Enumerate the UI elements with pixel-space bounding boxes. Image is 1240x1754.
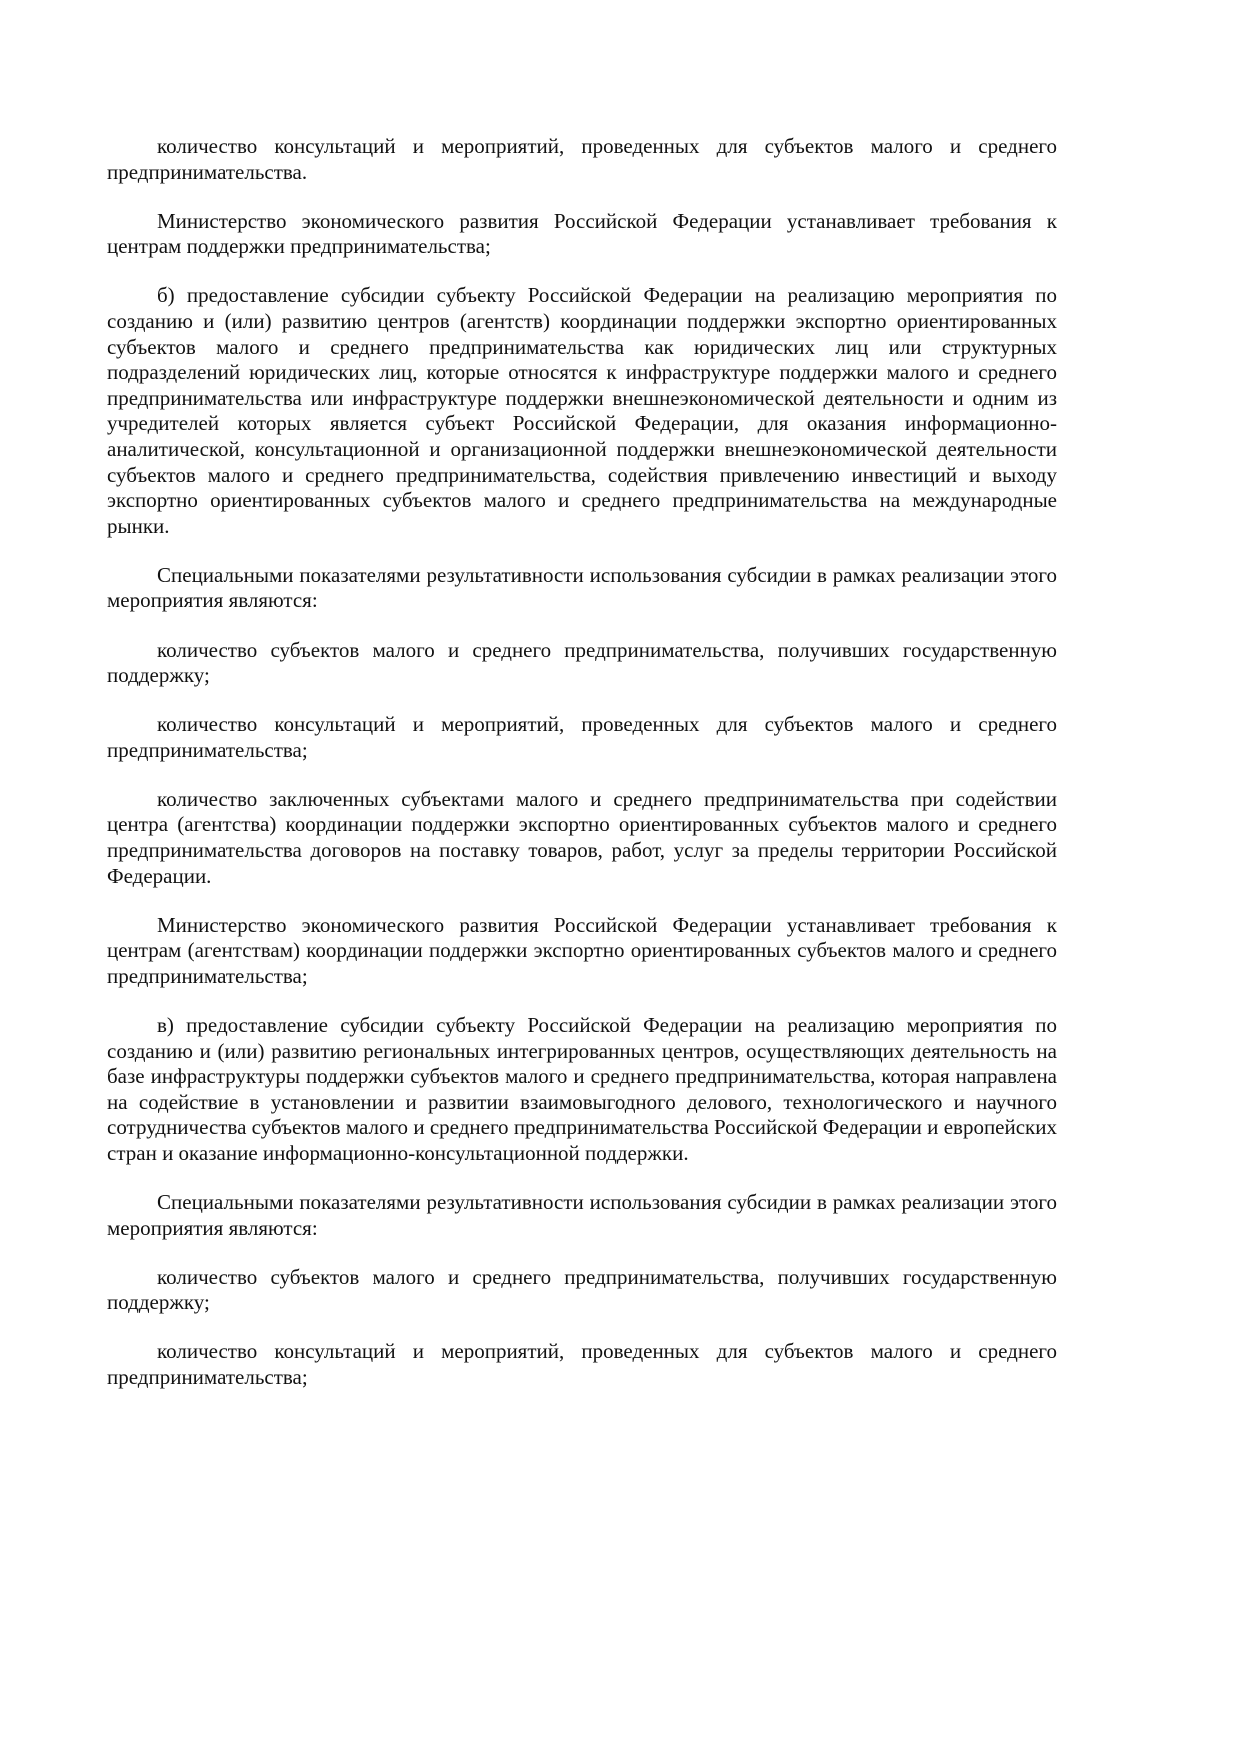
- paragraph-export-contracts-count: количество заключенных субъектами малого и среднего предпринимательства при содействии центра (агентства) координации поддержки экспортно ориентированных субъектов малого и среднего предпринимательства договоров на поставку товаров, работ, услуг за пределы территории Российской Федерации.: [107, 786, 1057, 888]
- paragraph-item-b-export-centers: б) предоставление субсидии субъекту Российской Федерации на реализацию мероприятия по созданию и (или) развитию центров (агентств) координации поддержки экспортно ориентированных субъектов малого и среднего предпринимательства как юридических лиц или структурных подразделений юридических лиц, которые относятся к инфраструктуре поддержки малого и среднего предпринимательства или инфраструктуре поддержки внешнеэкономической деятельности и одним из учредителей которых является субъект Российской Федерации, для оказания информационно-аналитической, консультационной и организационной поддержки внешнеэкономической деятельности субъектов малого и среднего предпринимательства, содействия привлечению инвестиций и выходу экспортно ориентированных субъектов малого и среднего предпринимательства на международные рынки.: [107, 283, 1057, 538]
- document-page: [107, 134, 1057, 1414]
- paragraph-supported-smes-count: количество субъектов малого и среднего предпринимательства, получивших государственную поддержку;: [107, 637, 1057, 688]
- paragraph-consultations-count: количество консультаций и мероприятий, проведенных для субъектов малого и среднего предпринимательства;: [107, 1339, 1057, 1390]
- paragraph-ministry-requirements-export-centers: Министерство экономического развития Российской Федерации устанавливает требования к центрам (агентствам) координации поддержки экспортно ориентированных субъектов малого и среднего предпринимательства;: [107, 912, 1057, 988]
- paragraph-performance-indicators-heading: Специальными показателями результативности использования субсидии в рамках реализации этого мероприятия являются:: [107, 562, 1057, 613]
- paragraph-consultations-count: количество консультаций и мероприятий, проведенных для субъектов малого и среднего предпринимательства;: [107, 712, 1057, 762]
- paragraph-item-v-integrated-centers: в) предоставление субсидии субъекту Российской Федерации на реализацию мероприятия по созданию и (или) развитию региональных интегрированных центров, осуществляющих деятельность на базе инфраструктуры поддержки субъектов малого и среднего предпринимательства, которая направлена на содействие в установлении и развитии взаимовыгодного делового, технологического и научного сотрудничества субъектов малого и среднего предпринимательства Российской Федерации и европейских стран и оказание информационно-консультационной поддержки.: [107, 1013, 1057, 1165]
- paragraph-consultations-count: количество консультаций и мероприятий, проведенных для субъектов малого и среднего предпринимательства.: [107, 134, 1057, 184]
- paragraph-supported-smes-count: количество субъектов малого и среднего предпринимательства, получивших государственную поддержку;: [107, 1264, 1057, 1315]
- paragraph-ministry-requirements-support-centers: Министерство экономического развития Российской Федерации устанавливает требования к центрам поддержки предпринимательства;: [107, 208, 1057, 259]
- paragraph-performance-indicators-heading: Специальными показателями результативности использования субсидии в рамках реализации этого мероприятия являются:: [107, 1190, 1057, 1240]
